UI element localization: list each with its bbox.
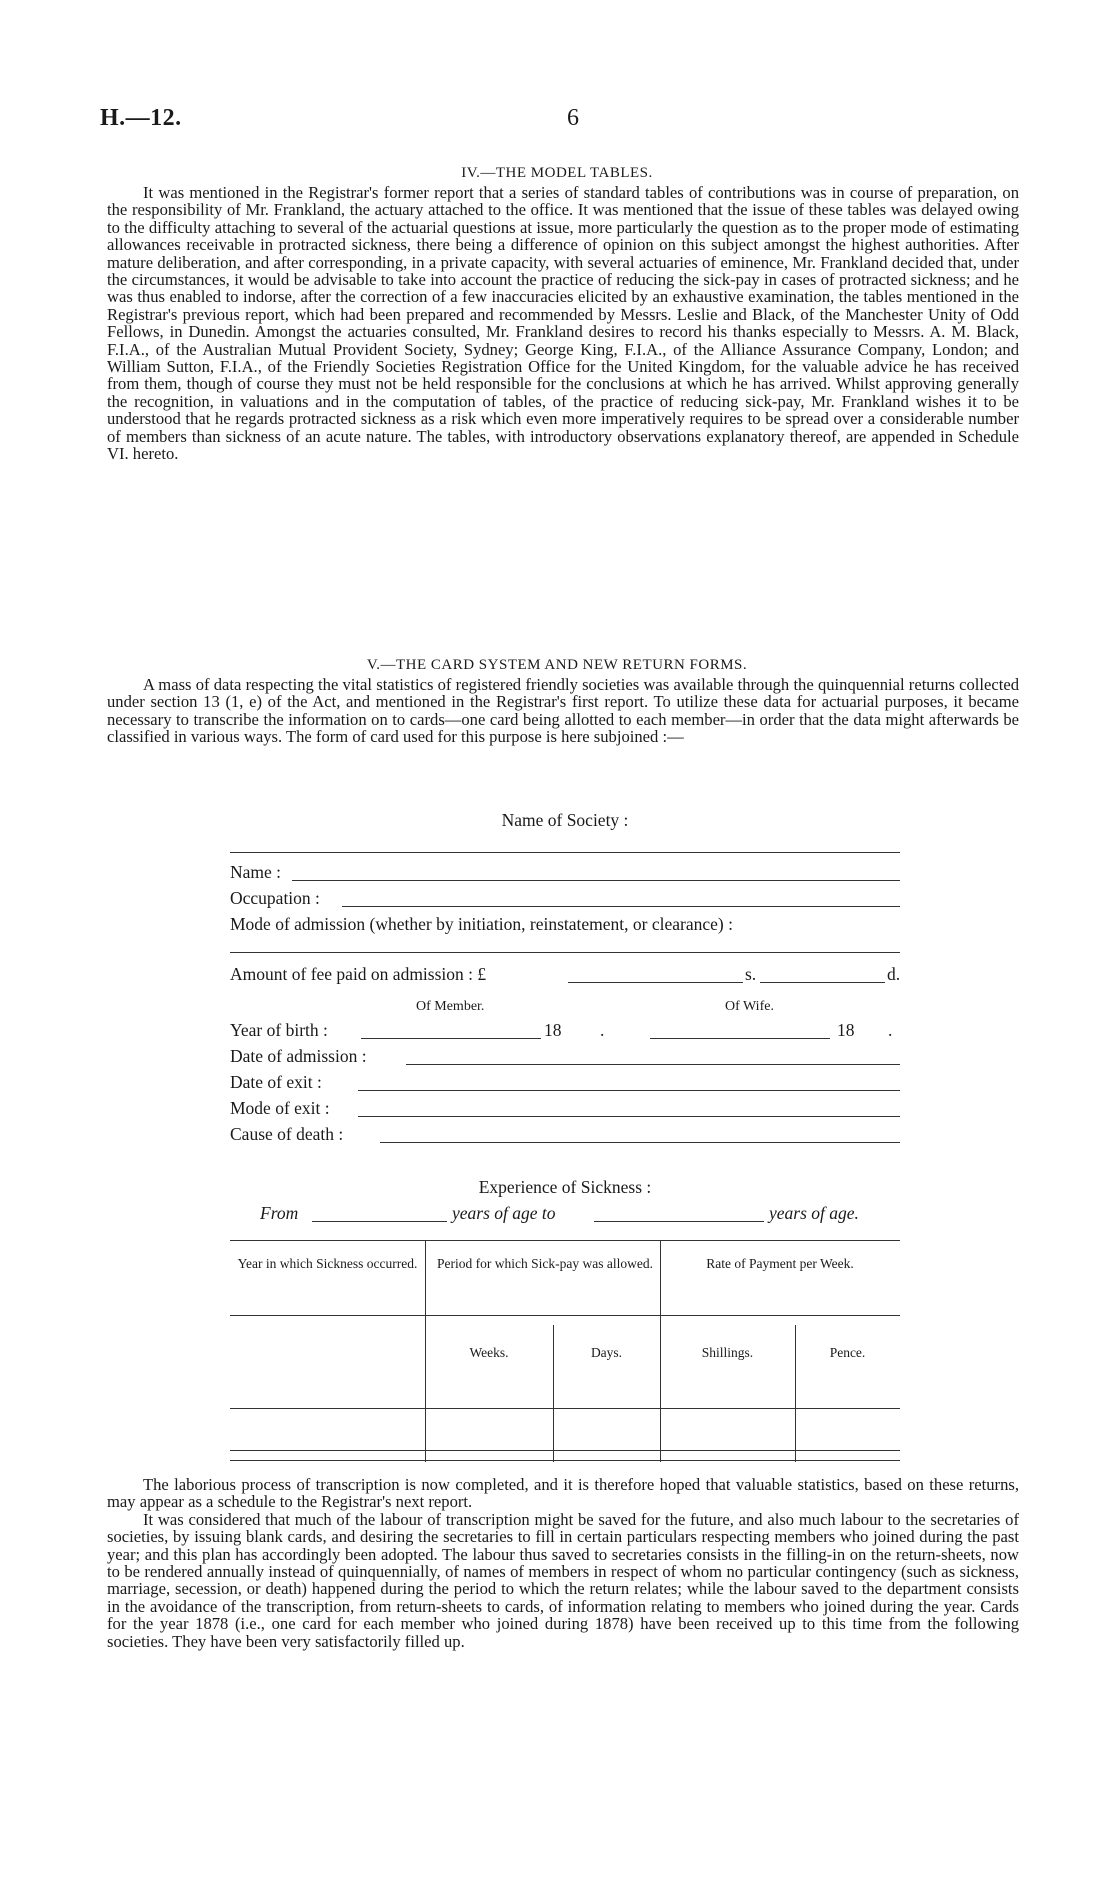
occupation-label: Occupation : bbox=[230, 888, 320, 908]
table-top-rule bbox=[230, 1240, 900, 1241]
birth-wife-prefix: 18 bbox=[837, 1020, 855, 1040]
days-header: Days. bbox=[590, 1345, 623, 1360]
section-4-body bbox=[107, 184, 1019, 463]
series-header: H.—12. bbox=[100, 105, 182, 131]
from-line bbox=[312, 1221, 447, 1222]
table-bottom-rule bbox=[230, 1460, 900, 1461]
col-year-header: Year in which Sickness occurred. bbox=[237, 1256, 418, 1271]
section-5-body bbox=[107, 676, 1019, 746]
table-row-rule bbox=[230, 1408, 900, 1409]
birth-wife-period: . bbox=[888, 1020, 893, 1040]
closing-body bbox=[107, 1476, 1019, 1650]
date-exit-label: Date of exit : bbox=[230, 1072, 322, 1092]
card-rule bbox=[230, 852, 900, 853]
birth-member-line bbox=[361, 1038, 541, 1039]
weeks-header: Weeks. bbox=[469, 1345, 509, 1360]
closing-paragraph-1: The laborious process of transcription is now completed, and it is therefore hoped that valuable statistics, based on these returns, may appear as a schedule to the Registrar's next report. bbox=[107, 1475, 1019, 1512]
section-5-title: V.—THE CARD SYSTEM AND NEW RETURN FORMS. bbox=[366, 657, 748, 673]
section-5-paragraph: A mass of data respecting the vital statistics of registered friendly societies was available through the quinquennial returns collected under section 13 (1, e) of the Act, and mentioned in the Registrar's first report. To utilize these data for actuarial purposes, it became necessary to transcribe the information on to cards—one card being allotted to each member—in order that the data might afterwards be classified in various ways. The form of card used for this purpose is here subjoined :— bbox=[107, 675, 1019, 747]
closing-paragraph-2: It was considered that much of the labour of transcription might be saved for the future, and also much labour to the secretaries of societies, by issuing blank cards, and desiring the secretaries to fill in certain particulars respecting members who joined during the past year; and this plan has accordingly been adopted. The labour thus saved to secretaries consists in the filling-in on the return-sheets, now to be rendered annually instead of quinquennially, of names of members in respect of whom no particular contingency (such as sickness, marriage, secession, or death) happened during the period to which the return relates; while the labour saved to the department consists in the avoidance of the transcription, from return-sheets to cards, of information relating to members who joined during the year. Cards for the year 1878 (i.e., one card for each member who joined during 1878) have been received up to this time from the following societies. They have been very satisfactorily filled up. bbox=[107, 1509, 1019, 1651]
fee-shillings: s. bbox=[745, 964, 757, 984]
name-label: Name : bbox=[230, 862, 282, 882]
date-admission-line bbox=[406, 1064, 900, 1065]
page-number: 6 bbox=[567, 105, 579, 131]
shillings-header: Shillings. bbox=[701, 1345, 754, 1360]
table-row-rule bbox=[230, 1450, 900, 1451]
birth-member-period: . bbox=[600, 1020, 605, 1040]
mode-exit-label: Mode of exit : bbox=[230, 1098, 330, 1118]
sickness-title: Experience of Sickness : bbox=[478, 1177, 652, 1197]
col-rate-header: Rate of Payment per Week. bbox=[706, 1256, 854, 1271]
from-label: From bbox=[260, 1203, 299, 1223]
date-admission-label: Date of admission : bbox=[230, 1046, 367, 1066]
occupation-line bbox=[342, 906, 900, 907]
years-age-to-label: years of age to bbox=[452, 1203, 556, 1223]
card-rule bbox=[230, 952, 900, 953]
to-line bbox=[594, 1221, 764, 1222]
name-line bbox=[292, 880, 900, 881]
date-exit-line bbox=[358, 1090, 900, 1091]
fee-pence: d. bbox=[887, 964, 901, 984]
birth-wife-line bbox=[650, 1038, 830, 1039]
of-member-label: Of Member. bbox=[416, 999, 485, 1014]
admission-mode-label: Mode of admission (whether by initiation, reinstatement, or clearance) : bbox=[230, 914, 733, 934]
fee-label: Amount of fee paid on admission : £ bbox=[230, 964, 487, 984]
mode-exit-line bbox=[358, 1116, 900, 1117]
birth-label: Year of birth : bbox=[230, 1020, 328, 1040]
cause-death-line bbox=[380, 1142, 900, 1143]
section-4-title: IV.—THE MODEL TABLES. bbox=[461, 165, 653, 181]
fee-pounds-line bbox=[568, 982, 743, 983]
fee-shillings-line bbox=[760, 982, 885, 983]
pence-header: Pence. bbox=[829, 1345, 866, 1360]
member-card-form bbox=[230, 800, 900, 1470]
years-age-end-label: years of age. bbox=[769, 1203, 859, 1223]
col-period-header: Period for which Sick-pay was allowed. bbox=[437, 1256, 653, 1271]
of-wife-label: Of Wife. bbox=[725, 999, 774, 1014]
section-4-paragraph: It was mentioned in the Registrar's former report that a series of standard tables of contributions was in course of preparation, on the responsibility of Mr. Frankland, the actuary attached to the office. It was mentioned that the issue of these tables was delayed owing to the difficulty attaching to several of the actuarial questions at issue, more particularly the question as to the proper mode of estimating allowances receivable in protracted sickness, there being a difference of opinion on this subject amongst the highest authorities. After mature deliberation, and after corresponding, in a private capacity, with several actuaries of eminence, Mr. Frankland decided that, under the circumstances, it would be advisable to take into account the practice of reducing the sick-pay in cases of protracted sickness; and he was thus enabled to indorse, after the correction of a few inaccuracies elicited by an exhaustive examination, the tables mentioned in the Registrar's previous report, which had been prepared and recommended by Messrs. Leslie and Black, of the Manchester Unity of Odd Fellows, in Dunedin. Amongst the actuaries consulted, Mr. Frankland desires to record his thanks especially to Messrs. A. M. Black, F.I.A., of the Australian Mutual Provident Society, Sydney; George King, F.I.A., of the Alliance Assurance Company, London; and William Sutton, F.I.A., of the Friendly Societies Registration Office for the United Kingdom, for the valuable advice he has received from them, though of course they must not be held responsible for the conclusions at which he has arrived. Whilst approving generally the recognition, in valuations and in the computation of tables, of the practice of reducing sick-pay, Mr. Frankland wishes it to be understood that he regards protracted sickness as a risk which even more imperatively requires to be spread over a considerable number of members than sickness of an acute nature. The tables, with introductory observations explanatory thereof, are appended in Schedule VI. hereto. bbox=[107, 183, 1019, 464]
table-header-rule bbox=[230, 1315, 900, 1316]
birth-member-prefix: 18 bbox=[544, 1020, 562, 1040]
cause-death-label: Cause of death : bbox=[230, 1124, 344, 1144]
society-label: Name of Society : bbox=[501, 810, 629, 830]
